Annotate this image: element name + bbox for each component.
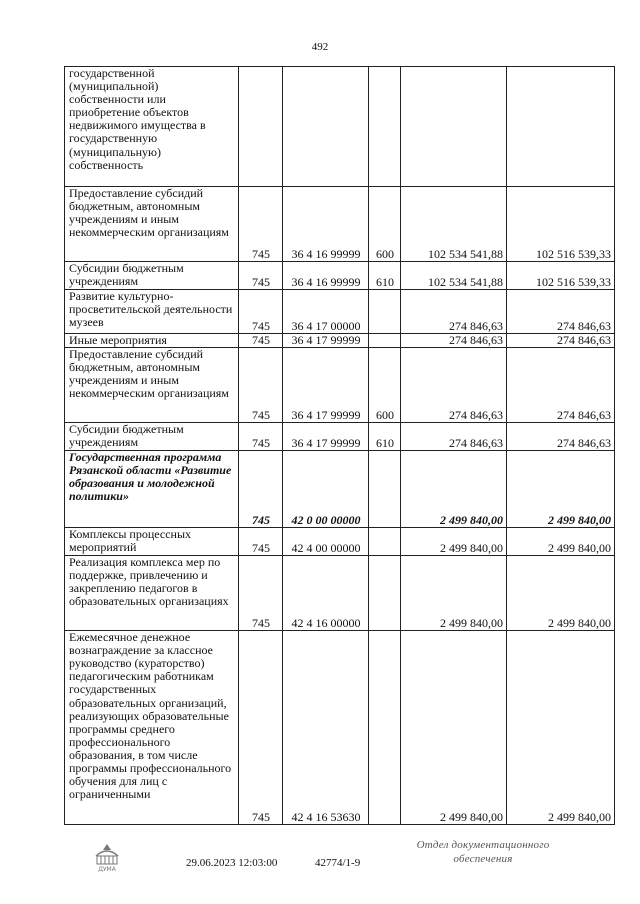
row-ved	[239, 67, 283, 187]
row-name: Субсидии бюджетным учреждениям	[65, 262, 239, 290]
row-name: Комплексы процессных мероприятий	[65, 528, 239, 556]
row-sum-1: 274 846,63	[401, 423, 507, 451]
row-sum-1: 2 499 840,00	[401, 528, 507, 556]
row-sum-1: 102 534 541,88	[401, 262, 507, 290]
logo-text: ДУМА	[98, 866, 116, 872]
row-vr	[369, 556, 401, 631]
row-ved: 745	[239, 334, 283, 348]
table-row	[65, 528, 615, 556]
row-sum-2: 2 499 840,00	[507, 528, 615, 556]
table-row	[65, 290, 615, 334]
row-vr	[369, 67, 401, 187]
row-csr: 36 4 17 99999	[283, 334, 369, 348]
row-name: Иные мероприятия	[65, 334, 239, 348]
row-sum-1: 274 846,63	[401, 290, 507, 334]
row-name: Развитие культурно-просветительской деятельности музеев	[65, 290, 239, 334]
row-sum-1: 102 534 541,88	[401, 187, 507, 262]
row-csr: 36 4 17 00000	[283, 290, 369, 334]
row-vr	[369, 631, 401, 825]
row-csr: 36 4 16 99999	[283, 262, 369, 290]
row-name: Ежемесячное денежное вознаграждение за классное руководство (кураторство) педагогическим работникам государственных образовательных организаций, реализующих образовательные программы среднего профессионального образования, в том числе программы профессионального обучения для лиц с ограниченными	[65, 631, 239, 825]
row-ved: 745	[239, 556, 283, 631]
row-vr: 600	[369, 348, 401, 423]
row-ved: 745	[239, 631, 283, 825]
row-vr	[369, 451, 401, 528]
row-sum-1: 2 499 840,00	[401, 556, 507, 631]
row-sum-2: 102 516 539,33	[507, 187, 615, 262]
row-name: государственной (муниципальной) собственности или приобретение объектов недвижимого имущества в государственную (муниципальную) собственность	[65, 67, 239, 187]
row-sum-1: 274 846,63	[401, 334, 507, 348]
row-vr: 600	[369, 187, 401, 262]
table-row	[65, 423, 615, 451]
row-sum-2: 2 499 840,00	[507, 556, 615, 631]
table-row	[65, 334, 615, 348]
row-csr: 42 4 16 00000	[283, 556, 369, 631]
table-row	[65, 187, 615, 262]
row-csr: 36 4 17 99999	[283, 348, 369, 423]
footer-document-code: 42774/1-9	[315, 857, 361, 869]
row-csr	[283, 67, 369, 187]
footer-datetime: 29.06.2023 12:03:00	[186, 857, 278, 869]
table-row	[65, 451, 615, 528]
row-vr: 610	[369, 262, 401, 290]
row-vr	[369, 334, 401, 348]
table-row	[65, 262, 615, 290]
row-sum-2: 274 846,63	[507, 334, 615, 348]
row-ved: 745	[239, 451, 283, 528]
row-sum-1: 274 846,63	[401, 348, 507, 423]
row-sum-2: 274 846,63	[507, 348, 615, 423]
row-csr: 36 4 16 99999	[283, 187, 369, 262]
row-sum-2	[507, 67, 615, 187]
stamp-line-1: Отдел документационного	[416, 839, 550, 851]
row-vr: 610	[369, 423, 401, 451]
table-row	[65, 556, 615, 631]
row-ved: 745	[239, 290, 283, 334]
department-stamp	[408, 838, 558, 866]
row-name: Субсидии бюджетным учреждениям	[65, 423, 239, 451]
row-ved: 745	[239, 187, 283, 262]
row-name: Государственная программа Рязанской области «Развитие образования и молодежной политики»	[65, 451, 239, 528]
row-sum-2: 274 846,63	[507, 423, 615, 451]
row-csr: 36 4 17 99999	[283, 423, 369, 451]
row-csr: 42 0 00 00000	[283, 451, 369, 528]
page-number: 492	[311, 41, 329, 53]
row-csr: 42 4 16 53630	[283, 631, 369, 825]
row-sum-1	[401, 67, 507, 187]
row-ved: 745	[239, 348, 283, 423]
row-name: Предоставление субсидий бюджетным, автономным учреждениям и иным некоммерческим организациям	[65, 187, 239, 262]
row-name: Реализация комплекса мер по поддержке, привлечению и закреплению педагогов в образовательных организациях	[65, 556, 239, 631]
row-vr	[369, 290, 401, 334]
table-row	[65, 67, 615, 187]
table-row	[65, 348, 615, 423]
row-name: Предоставление субсидий бюджетным, автономным учреждениям и иным некоммерческим организациям	[65, 348, 239, 423]
stamp-line-2: обеспечения	[453, 853, 513, 865]
row-csr: 42 4 00 00000	[283, 528, 369, 556]
row-sum-2: 2 499 840,00	[507, 451, 615, 528]
row-sum-2: 274 846,63	[507, 290, 615, 334]
table-row	[65, 631, 615, 825]
row-sum-2: 2 499 840,00	[507, 631, 615, 825]
row-ved: 745	[239, 528, 283, 556]
budget-table	[64, 66, 615, 825]
row-sum-2: 102 516 539,33	[507, 262, 615, 290]
row-vr	[369, 528, 401, 556]
row-ved: 745	[239, 262, 283, 290]
row-sum-1: 2 499 840,00	[401, 631, 507, 825]
row-sum-1: 2 499 840,00	[401, 451, 507, 528]
duma-logo-icon	[90, 842, 124, 872]
row-ved: 745	[239, 423, 283, 451]
